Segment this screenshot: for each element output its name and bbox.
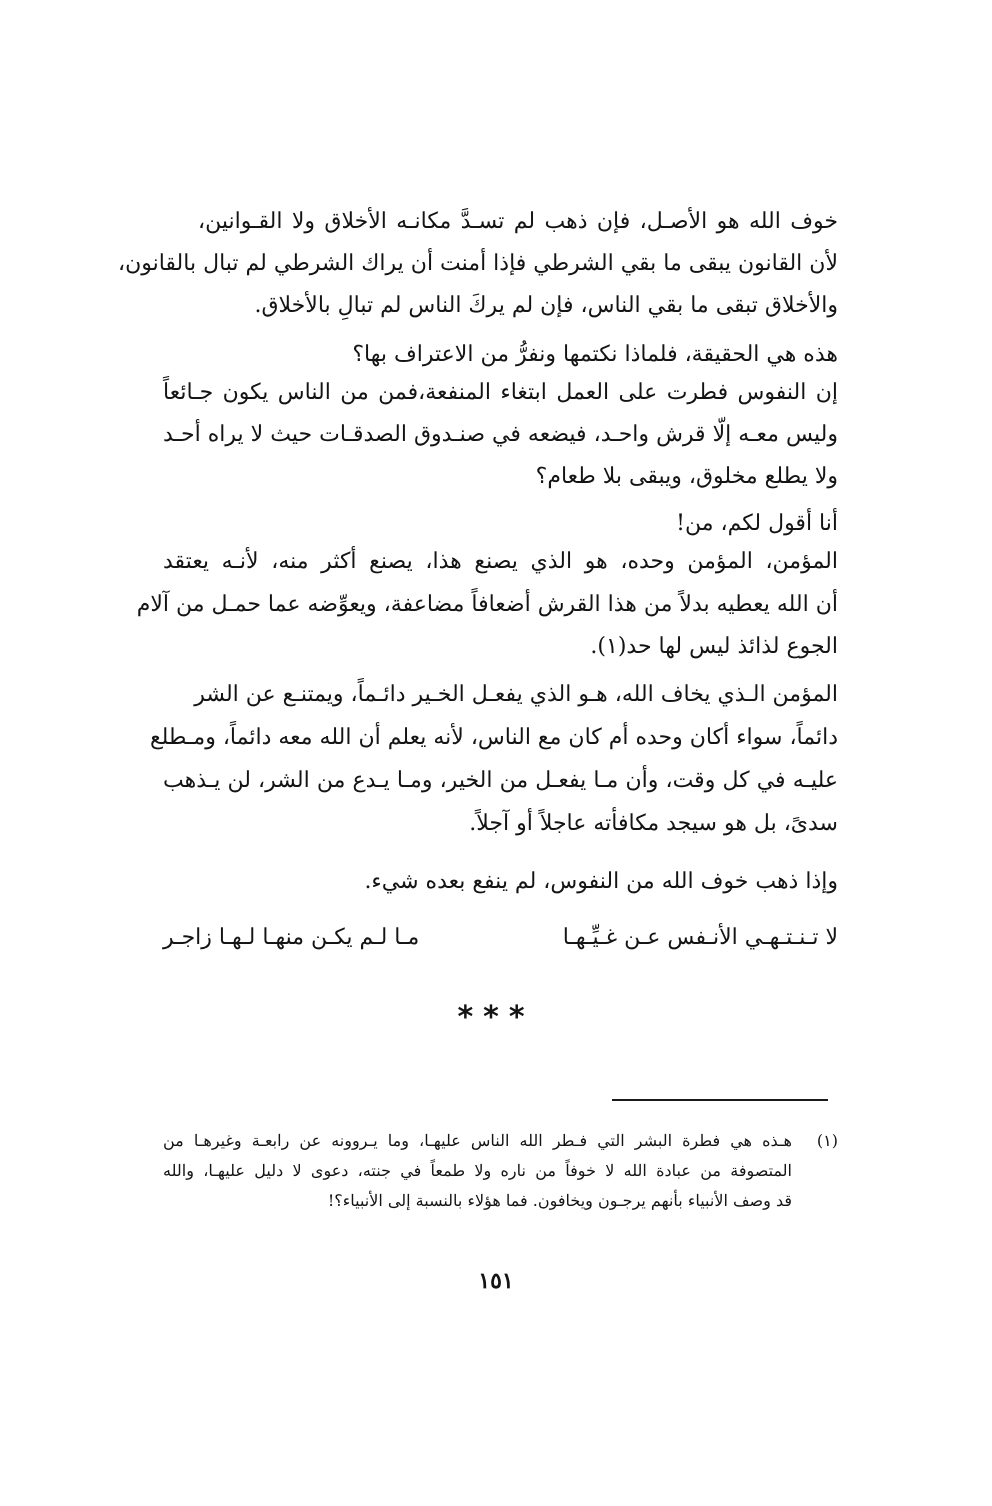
paragraph-3-line-1: إن النفوس فطرت على العمل ابتغاء المنفعة،فمن من الناس يكون جـائعاً	[163, 380, 838, 405]
paragraph-1-line-2: لأن القانون يبقى ما بقي الشرطي فإذا أمنت أن يراك الشرطي لم تبال بالقانون،	[117, 251, 838, 276]
paragraph-7: وإذا ذهب خوف الله من النفوس، لم ينفع بعده شيء.	[364, 869, 838, 894]
paragraph-6-line-1: المؤمن الـذي يخاف الله، هـو الذي يفعـل الخـير دائـماً، ويمتنـع عن الشر	[194, 682, 838, 707]
footnote-marker: (١)	[816, 1131, 838, 1150]
paragraph-1-line-3: والأخلاق تبقى ما بقي الناس، فإن لم يركَ الناس لم تبالِ بالأخلاق.	[254, 293, 838, 318]
paragraph-6-line-2: دائماً، سواء أكان وحده أم كان مع الناس، لأنه يعلم أن الله معه دائماً، ومـطلع	[149, 725, 838, 750]
footnote-line-3: قد وصف الأنبياء بأنهم يرجـون ويخافون. فما هؤلاء بالنسبة إلى الأنبياء؟!	[327, 1191, 792, 1210]
paragraph-6-line-4: سدىً، بل هو سيجد مكافأته عاجلاً أو آجلاً.	[469, 811, 838, 836]
paragraph-5-line-2: أن الله يعطيه بدلاً من هذا القرش أضعافاً مضاعفة، ويعوِّضه عما حمـل من آلام	[136, 592, 838, 617]
paragraph-3-line-3: ولا يطلع مخلوق، ويبقى بلا طعام؟	[535, 464, 838, 489]
paragraph-1-line-1: خوف الله هو الأصـل، فإن ذهب لم تسـدَّ مكانـه الأخلاق ولا القـوانين،	[198, 209, 838, 234]
footnote-line-1: هـذه هي فطرة البشر التي فـطر الله الناس عليهـا، وما يـروونه عن رابعـة وغيرهـا من	[163, 1131, 792, 1150]
page-number: ١٥١	[478, 1268, 514, 1294]
section-separator: ***	[457, 1000, 535, 1035]
paragraph-6-line-3: عليـه في كل وقت، وأن مـا يفعـل من الخير، ومـا يـدع من الشر، لن يـذهب	[163, 768, 838, 793]
footnote-line-2: المتصوفة من عبادة الله لا خوفاً من ناره ولا طمعاً في جنته، دعوى لا دليل عليهـا، والله	[163, 1161, 792, 1180]
paragraph-3-line-2: وليس معـه إلّا قرش واحـد، فيضعه في صنـدوق الصدقـات حيث لا يراه أحـد	[163, 422, 838, 447]
paragraph-2: هذه هي الحقيقة، فلماذا نكتمها ونفرُّ من الاعتراف بها؟	[352, 342, 838, 367]
paragraph-4: أنا أقول لكم، من!	[676, 511, 838, 536]
paragraph-5-line-1: المؤمن، المؤمن وحده، هو الذي يصنع هذا، يصنع أكثر منه، لأنـه يعتقد	[163, 549, 838, 574]
verse-first-hemistich: لا تـنـتـهـي الأنـفس عـن غـيِّـهـا	[562, 925, 838, 950]
verse-second-hemistich: مـا لـم يكـن منهـا لـهـا زاجـر	[163, 925, 420, 950]
paragraph-5-line-3: الجوع لذائذ ليس لها حد(١).	[590, 634, 838, 659]
